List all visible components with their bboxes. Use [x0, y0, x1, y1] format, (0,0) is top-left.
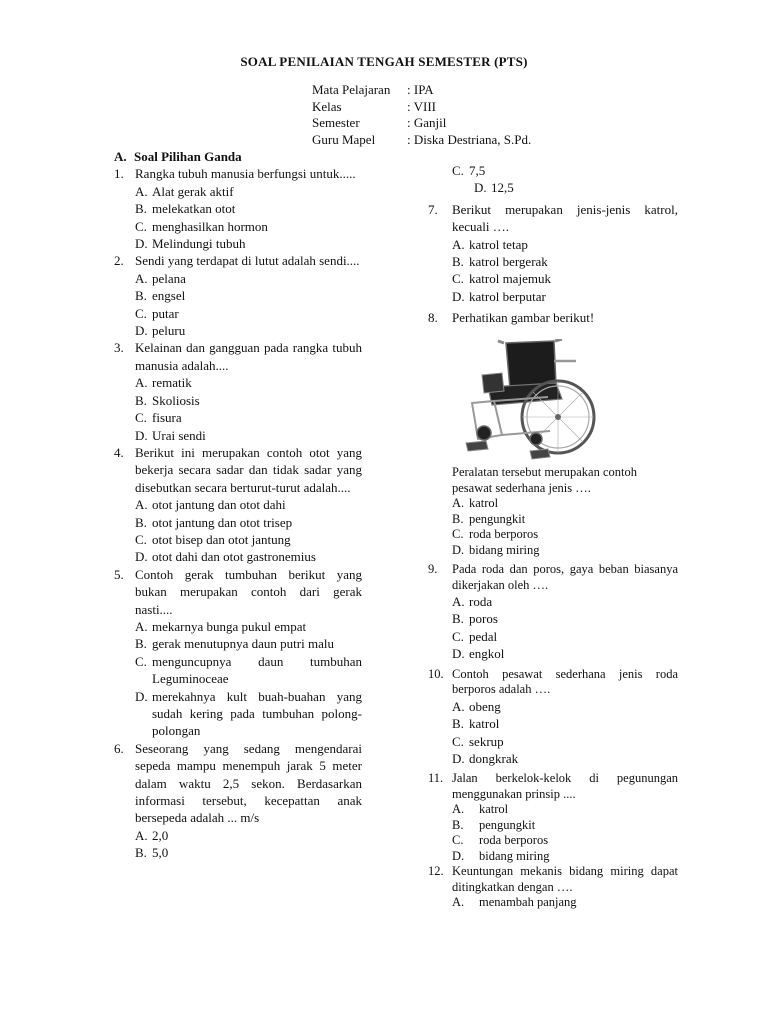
- question-5: [114, 566, 362, 618]
- option-a[interactable]: [135, 618, 362, 635]
- option-letter: D.: [452, 750, 465, 766]
- question-text: Berikut merupakan jenis-jenis katrol, kecuali ….: [452, 201, 678, 235]
- option-b[interactable]: [452, 715, 678, 732]
- right-column: [428, 162, 678, 911]
- option-c[interactable]: [135, 218, 362, 235]
- question-number: 2.: [114, 253, 124, 269]
- option-b[interactable]: [452, 512, 678, 528]
- option-letter: B.: [452, 716, 464, 732]
- option-letter: C.: [135, 410, 147, 426]
- option-letter: C.: [135, 531, 147, 547]
- option-d[interactable]: [452, 645, 678, 662]
- option-text: pelana: [152, 270, 186, 286]
- option-b[interactable]: [135, 635, 362, 652]
- option-c[interactable]: [135, 653, 362, 688]
- info-key: Kelas: [312, 98, 342, 114]
- option-text: obeng: [469, 698, 501, 714]
- option-d[interactable]: [452, 849, 678, 865]
- option-text: katrol bergerak: [469, 254, 548, 270]
- option-letter: A.: [135, 375, 148, 391]
- question-number: 6.: [114, 740, 124, 756]
- option-text: otot jantung dan otot dahi: [152, 497, 286, 513]
- question-8: [428, 309, 678, 326]
- question-6-options-continued: [452, 162, 678, 197]
- option-a[interactable]: [452, 895, 678, 911]
- question-number: 11.: [428, 771, 444, 786]
- option-letter: B.: [452, 817, 464, 832]
- option-text: bidang miring: [479, 848, 550, 863]
- question-7: [428, 201, 678, 236]
- option-text: pengungkit: [469, 511, 526, 526]
- option-letter: C.: [135, 653, 147, 669]
- question-text: Seseorang yang sedang mengendarai sepeda mampu menempuh jarak 5 meter dalam waktu 2,5 sekon. Berdasarkan informasi tersebut, kecepattan anak bersepeda adalah ... m/s: [135, 740, 362, 826]
- question-1-options: [135, 183, 362, 253]
- left-column: [114, 148, 362, 862]
- question-8-options: [452, 496, 678, 558]
- option-a[interactable]: [452, 496, 678, 512]
- option-b[interactable]: [135, 514, 362, 531]
- option-c[interactable]: [452, 527, 678, 543]
- question-4: [114, 444, 362, 496]
- info-row-teacher: [312, 132, 531, 149]
- option-letter: D.: [135, 323, 148, 339]
- option-text: gerak menutupnya daun putri malu: [152, 636, 334, 652]
- option-text: pengungkit: [479, 817, 536, 832]
- question-number: 12.: [428, 864, 444, 879]
- option-letter: D.: [452, 848, 465, 863]
- option-d[interactable]: [135, 235, 362, 252]
- option-letter: B.: [452, 511, 464, 526]
- option-letter: B.: [135, 201, 147, 217]
- option-text: merekahnya kult buah-buahan yang sudah kering pada tumbuhan polong-polongan: [152, 688, 362, 739]
- option-a[interactable]: [135, 183, 362, 200]
- option-d[interactable]: [452, 543, 678, 559]
- option-letter: B.: [135, 392, 147, 408]
- question-8-caption: Peralatan tersebut merupakan contoh pesawat sederhana jenis ….: [452, 465, 637, 495]
- option-text: poros: [469, 611, 498, 627]
- question-text: Contoh pesawat sederhana jenis roda berporos adalah ….: [452, 666, 678, 697]
- option-d[interactable]: [135, 548, 362, 565]
- option-letter: C.: [452, 163, 464, 178]
- option-text: otot jantung dan otot trisep: [152, 514, 293, 530]
- question-text: Perhatikan gambar berikut!: [452, 310, 595, 326]
- option-text: melekatkan otot: [152, 201, 236, 217]
- option-b[interactable]: [452, 253, 678, 270]
- option-text: roda berporos: [479, 833, 549, 848]
- option-letter: A.: [452, 594, 465, 610]
- option-text: Urai sendi: [152, 427, 206, 443]
- question-11-options: [452, 802, 678, 864]
- option-a[interactable]: [452, 236, 678, 253]
- option-text: menambah panjang: [479, 895, 577, 910]
- question-12: [428, 864, 678, 895]
- option-letter: A.: [452, 236, 465, 252]
- option-text: 12,5: [491, 180, 514, 196]
- option-text: roda berporos: [469, 527, 539, 542]
- option-letter: A.: [452, 698, 465, 714]
- info-value: : Diska Destriana, S.Pd.: [407, 131, 532, 147]
- option-letter: C.: [135, 218, 147, 234]
- option-text: pedal: [469, 628, 498, 644]
- option-c[interactable]: [452, 833, 678, 849]
- option-letter: A.: [135, 270, 148, 286]
- option-d[interactable]: [452, 288, 678, 305]
- question-12-options: [452, 895, 678, 911]
- info-value: : IPA: [407, 82, 434, 97]
- question-6-options: [135, 827, 362, 862]
- option-letter: B.: [452, 254, 464, 270]
- option-a[interactable]: [135, 827, 362, 844]
- option-a[interactable]: [135, 374, 362, 391]
- question-3-options: [135, 374, 362, 444]
- option-a[interactable]: [135, 270, 362, 287]
- question-text: Jalan berkelok-kelok di pegunungan menggunakan prinsip ....: [452, 771, 678, 801]
- section-title: Soal Pilihan Ganda: [134, 149, 242, 164]
- option-letter: B.: [135, 636, 147, 652]
- option-text: putar: [152, 305, 179, 321]
- question-10: [428, 667, 678, 698]
- option-text: peluru: [152, 323, 186, 339]
- option-text: otot bisep dan otot jantung: [152, 531, 291, 547]
- option-letter: D.: [135, 688, 148, 704]
- option-text: fisura: [152, 410, 182, 426]
- question-number: 1.: [114, 166, 124, 182]
- option-d[interactable]: [135, 427, 362, 444]
- question-text: Rangka tubuh manusia berfungsi untuk.....: [135, 166, 356, 182]
- option-text: dongkrak: [469, 750, 519, 766]
- option-b[interactable]: [135, 392, 362, 409]
- question-text: Berikut ini merupakan contoh otot yang bekerja secara sadar dan tidak sadar yang disebutkan secara berturut-turut adalah....: [135, 444, 362, 495]
- option-letter: A.: [135, 183, 148, 199]
- wheelchair-image: [458, 339, 598, 461]
- option-c[interactable]: [452, 628, 678, 645]
- option-c[interactable]: [135, 305, 362, 322]
- option-d[interactable]: [474, 179, 678, 196]
- option-text: katrol: [479, 802, 509, 817]
- option-text: otot dahi dan otot gastronemius: [152, 549, 316, 565]
- option-b[interactable]: [135, 200, 362, 217]
- question-number: 7.: [428, 201, 438, 217]
- option-d[interactable]: [135, 688, 362, 740]
- option-letter: B.: [135, 845, 147, 861]
- option-text: menghasilkan hormon: [152, 218, 268, 234]
- option-letter: B.: [452, 611, 464, 627]
- info-key: Semester: [312, 115, 360, 130]
- question-5-options: [135, 618, 362, 740]
- option-text: sekrup: [469, 733, 504, 749]
- option-text: roda: [469, 594, 493, 610]
- question-2-options: [135, 270, 362, 340]
- question-number: 3.: [114, 340, 124, 356]
- question-text: Pada roda dan poros, gaya beban biasanya dikerjakan oleh ….: [452, 562, 678, 592]
- info-key: Guru Mapel: [312, 131, 376, 147]
- option-letter: D.: [452, 542, 465, 557]
- section-label: A.: [114, 149, 127, 164]
- option-text: Melindungi tubuh: [152, 236, 246, 252]
- option-letter: D.: [135, 427, 148, 443]
- option-letter: C.: [452, 271, 464, 287]
- question-number: 5.: [114, 566, 124, 582]
- option-b[interactable]: [135, 844, 362, 861]
- option-b[interactable]: [452, 610, 678, 627]
- section-heading: [114, 148, 362, 165]
- option-text: rematik: [152, 375, 192, 391]
- option-letter: C.: [452, 527, 464, 542]
- question-1: [114, 165, 362, 182]
- option-letter: D.: [452, 288, 465, 304]
- option-a[interactable]: [452, 802, 678, 818]
- option-letter: A.: [452, 496, 465, 511]
- option-text: katrol majemuk: [469, 271, 551, 287]
- option-a[interactable]: [452, 698, 678, 715]
- question-3: [114, 339, 362, 374]
- option-text: Alat gerak aktif: [152, 183, 234, 199]
- option-b[interactable]: [452, 818, 678, 834]
- option-letter: D.: [452, 646, 465, 662]
- option-text: 7,5: [469, 163, 486, 178]
- option-text: mekarnya bunga pukul empat: [152, 618, 307, 634]
- option-text: engkol: [469, 646, 505, 662]
- question-number: 10.: [428, 666, 444, 681]
- option-letter: C.: [452, 833, 464, 848]
- option-c[interactable]: [452, 162, 678, 179]
- question-9: [428, 562, 678, 593]
- option-letter: D.: [135, 549, 148, 565]
- option-letter: C.: [452, 733, 464, 749]
- option-text: katrol: [469, 716, 500, 732]
- question-2: [114, 252, 362, 269]
- option-c[interactable]: [135, 409, 362, 426]
- option-c[interactable]: [452, 270, 678, 287]
- option-letter: A.: [135, 497, 148, 513]
- question-6: [114, 740, 362, 827]
- option-a[interactable]: [452, 593, 678, 610]
- option-c[interactable]: [135, 531, 362, 548]
- option-text: katrol: [469, 496, 499, 511]
- info-row-semester: [312, 115, 531, 132]
- option-letter: A.: [135, 827, 148, 843]
- option-text: bidang miring: [469, 542, 540, 557]
- option-b[interactable]: [135, 287, 362, 304]
- option-text: katrol berputar: [469, 288, 546, 304]
- option-text: menguncupnya daun tumbuhan Leguminoceae: [152, 653, 362, 687]
- info-value: : VIII: [407, 98, 437, 114]
- question-10-options: [452, 698, 678, 768]
- option-letter: A.: [135, 618, 148, 634]
- option-text: Skoliosis: [152, 392, 200, 408]
- question-9-options: [452, 593, 678, 663]
- info-value: : Ganjil: [407, 115, 447, 130]
- question-11: [428, 771, 678, 802]
- question-4-options: [135, 496, 362, 566]
- option-a[interactable]: [135, 496, 362, 513]
- option-text: 2,0: [152, 827, 169, 843]
- info-row-class: [312, 99, 531, 116]
- option-letter: B.: [135, 288, 147, 304]
- question-text: Keuntungan mekanis bidang miring dapat ditingkatkan dengan ….: [452, 864, 678, 894]
- option-letter: A.: [452, 895, 465, 910]
- question-text: Sendi yang terdapat di lutut adalah sendi....: [135, 253, 360, 269]
- info-key: Mata Pelajaran: [312, 82, 391, 97]
- question-number: 8.: [428, 310, 438, 326]
- page-title: SOAL PENILAIAN TENGAH SEMESTER (PTS): [240, 54, 528, 69]
- option-letter: D.: [474, 180, 487, 196]
- question-7-options: [452, 236, 678, 306]
- question-number: 4.: [114, 444, 124, 460]
- option-letter: C.: [135, 305, 147, 321]
- question-number: 9.: [428, 562, 438, 577]
- option-text: engsel: [152, 288, 186, 304]
- exam-info: [312, 82, 531, 148]
- option-letter: B.: [135, 514, 147, 530]
- question-text: Kelainan dan gangguan pada rangka tubuh manusia adalah....: [135, 340, 362, 373]
- option-letter: A.: [452, 802, 465, 817]
- option-d[interactable]: [452, 750, 678, 767]
- option-text: 5,0: [152, 845, 169, 861]
- option-c[interactable]: [452, 733, 678, 750]
- option-letter: C.: [452, 628, 464, 644]
- option-letter: D.: [135, 236, 148, 252]
- question-text: Contoh gerak tumbuhan berikut yang bukan merupakan contoh dari gerak nasti....: [135, 566, 362, 617]
- info-row-subject: [312, 82, 531, 99]
- option-d[interactable]: [135, 322, 362, 339]
- option-text: katrol tetap: [469, 236, 528, 252]
